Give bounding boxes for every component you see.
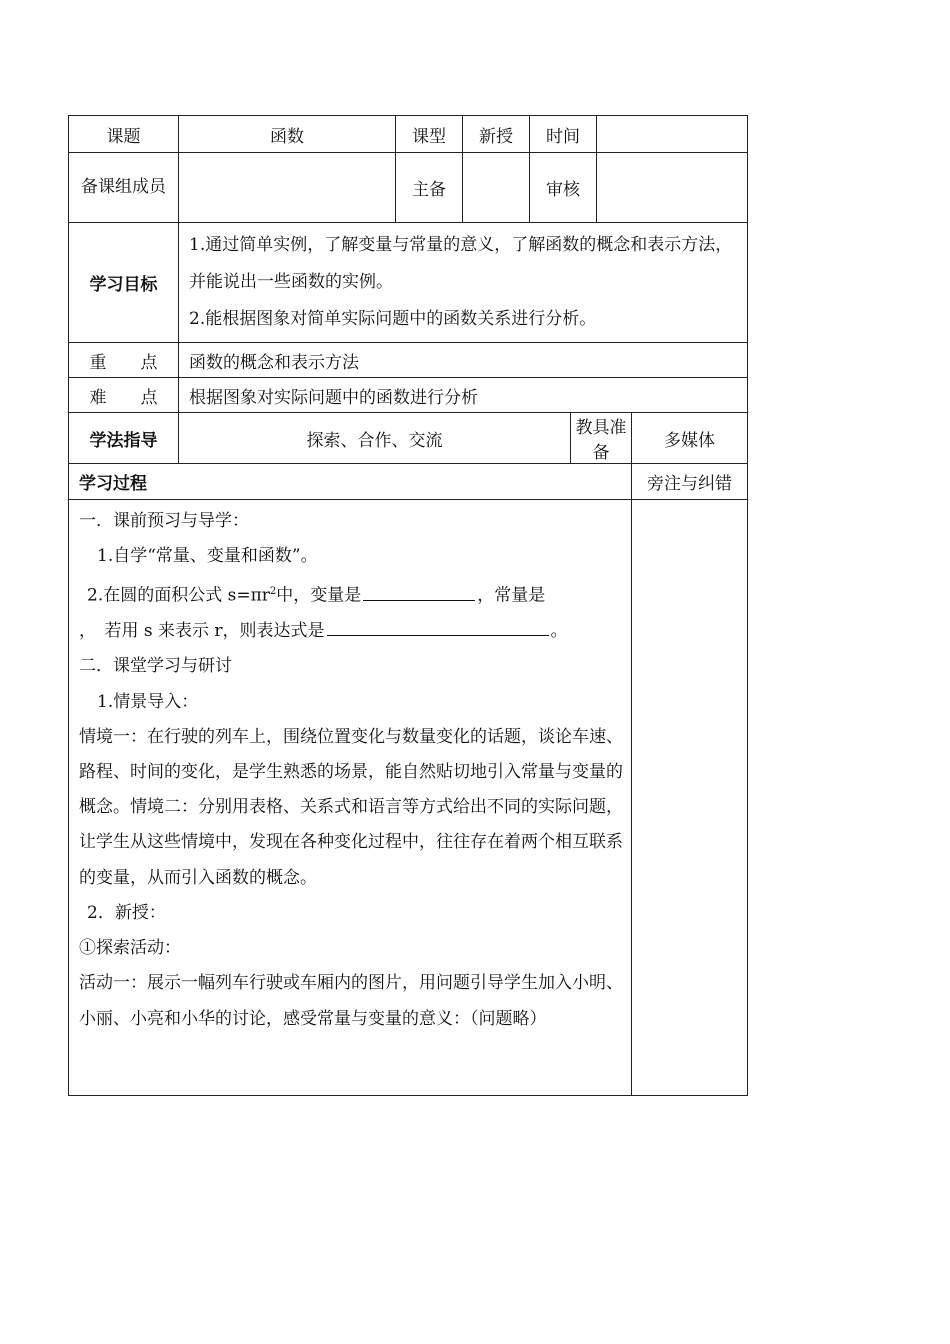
topic-value: 函数 bbox=[179, 116, 396, 153]
formula-exponent: 2 bbox=[269, 586, 277, 598]
header-row-1 bbox=[69, 116, 748, 153]
lesson-plan-table bbox=[68, 115, 748, 1096]
goals-row bbox=[69, 223, 748, 343]
activity-paragraph: 活动一：展示一幅列车行驶或车厢内的图片，用问题引导学生加入小明、小丽、小亮和小华的讨论，感受常量与变量的意义：（问题略） bbox=[79, 973, 623, 1029]
process-header-row bbox=[69, 464, 748, 500]
key-points-label: 重 点 bbox=[69, 343, 179, 378]
review-value bbox=[597, 153, 748, 223]
scenario-paragraph: 情境一：在行驶的列车上，围绕位置变化与数量变化的话题，谈论车速、路程、时间的变化，是学生熟悉的场景，能自然贴切地引入常量与变量的概念。情境二：分别用表格、关系式和语言等方式给出不同的实际问题，让学生从这些情境中，发现在各种变化过程中，往往存在着两个相互联系的变量，从而引入函数的概念。 bbox=[79, 726, 623, 888]
key-points-row bbox=[69, 343, 748, 378]
method-value: 探索、合作、交流 bbox=[179, 413, 571, 464]
members-label: 备课组成员 bbox=[69, 153, 179, 223]
goals-content bbox=[179, 223, 748, 343]
time-value bbox=[597, 116, 748, 153]
type-label: 课型 bbox=[396, 116, 463, 153]
lead-label: 主备 bbox=[396, 153, 463, 223]
method-row bbox=[69, 413, 748, 464]
goals-label: 学习目标 bbox=[69, 223, 179, 343]
side-notes-label: 旁注与纠错 bbox=[632, 464, 748, 500]
period: 。 bbox=[550, 621, 568, 642]
difficulties-row bbox=[69, 378, 748, 413]
process-content bbox=[69, 500, 632, 1096]
side-notes-area[interactable] bbox=[632, 500, 748, 1096]
expression-blank[interactable] bbox=[327, 615, 549, 636]
method-label: 学法指导 bbox=[69, 413, 179, 464]
process-body-row bbox=[69, 500, 748, 1096]
section-1-item-2 bbox=[79, 574, 623, 614]
variable-prompt: 中，变量是 bbox=[276, 586, 362, 607]
section-2-item-1: 1.情景导入： bbox=[97, 691, 199, 712]
type-value: 新授 bbox=[463, 116, 530, 153]
section-2-item-2: 2．新授： bbox=[87, 902, 166, 923]
variable-blank[interactable] bbox=[363, 580, 475, 601]
key-points-value: 函数的概念和表示方法 bbox=[179, 343, 748, 378]
expression-prompt: ， 若用 s 来表示 r，则表达式是 bbox=[79, 621, 325, 642]
section-2-title: 二．课堂学习与研讨 bbox=[79, 656, 232, 677]
header-row-2 bbox=[69, 153, 748, 223]
constant-prompt: ，常量是 bbox=[477, 586, 546, 607]
difficulties-value: 根据图象对实际问题中的函数进行分析 bbox=[179, 378, 748, 413]
tools-label: 教具准备 bbox=[571, 413, 632, 464]
goal-item-2: 2.能根据图象对简单实际问题中的函数关系进行分析。 bbox=[189, 309, 597, 329]
tools-value: 多媒体 bbox=[632, 413, 748, 464]
time-label: 时间 bbox=[530, 116, 597, 153]
formula-text: 2.在圆的面积公式 s=πr bbox=[87, 586, 270, 607]
section-1-title: 一．课前预习与导学： bbox=[79, 511, 249, 531]
lead-value bbox=[463, 153, 530, 223]
review-label: 审核 bbox=[530, 153, 597, 223]
section-1-item-2-cont bbox=[79, 614, 623, 649]
members-value bbox=[179, 153, 396, 223]
section-1-item-1: 1.自学“常量、变量和函数”。 bbox=[97, 546, 318, 567]
topic-label: 课题 bbox=[69, 116, 179, 153]
goal-item-1: 1.通过简单实例，了解变量与常量的意义，了解函数的概念和表示方法，并能说出一些函数的实例。 bbox=[189, 235, 733, 292]
process-label: 学习过程 bbox=[69, 464, 632, 500]
explore-activity-title: ①探索活动： bbox=[79, 938, 181, 959]
difficulties-label: 难 点 bbox=[69, 378, 179, 413]
